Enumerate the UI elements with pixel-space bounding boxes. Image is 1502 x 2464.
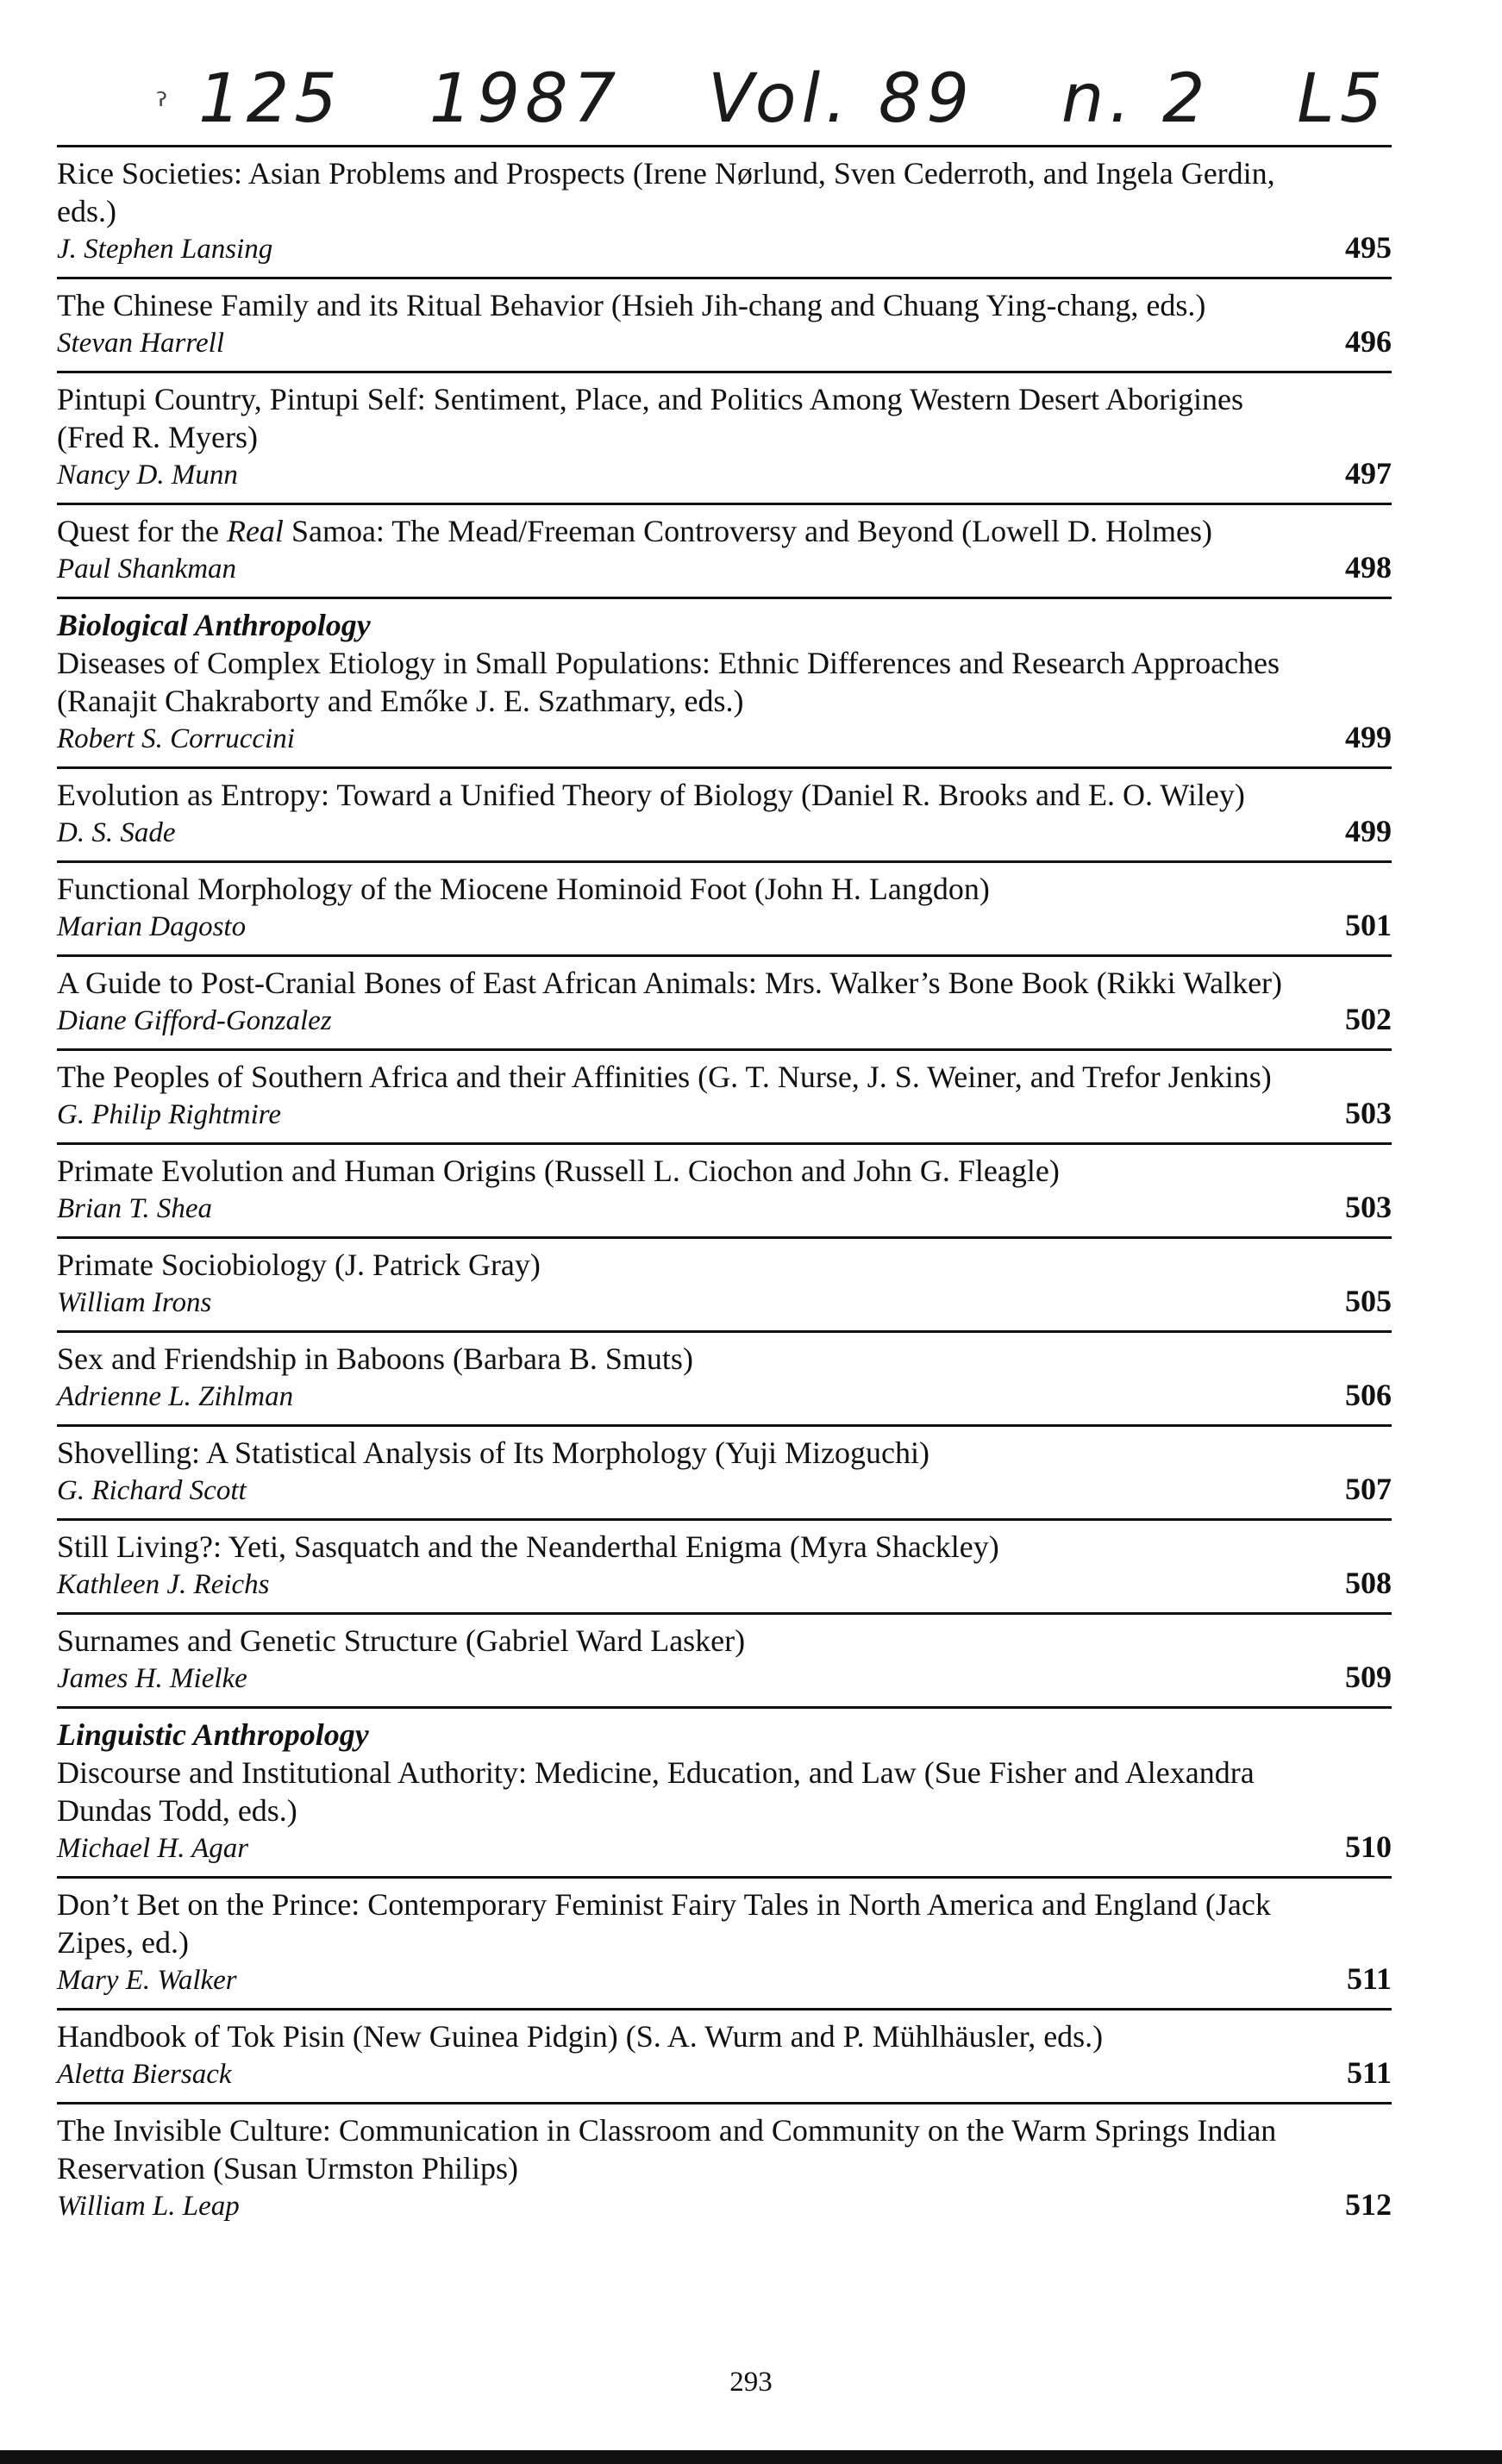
title-italic-word: Real	[226, 514, 284, 548]
reviewer-name: Stevan Harrell	[57, 328, 224, 359]
handwritten-part: n. 2	[1061, 60, 1211, 138]
reviewer-name: Aletta Biersack	[57, 2059, 232, 2090]
review-entry	[57, 147, 1392, 279]
scan-edge-bar	[0, 2450, 1502, 2464]
page-number: 510	[1345, 1829, 1392, 1864]
book-title: Diseases of Complex Etiology in Small Populations: Ethnic Differences and Research Approaches (Ranajit Chakraborty and Emőke J. E. Szathmary, eds.)	[57, 646, 1280, 718]
book-title: Pintupi Country, Pintupi Self: Sentiment, Place, and Politics Among Western Desert Aborigines (Fred R. Myers)	[57, 382, 1244, 454]
page-number: 511	[1346, 2055, 1392, 2090]
page-number: 495	[1345, 230, 1392, 265]
title-prefix: Quest for the	[57, 514, 227, 548]
reviewer-name: G. Richard Scott	[57, 1475, 247, 1506]
page-number: 507	[1345, 1472, 1392, 1506]
review-entry	[57, 1239, 1392, 1333]
handwritten-part: Vol. 89	[708, 60, 975, 138]
book-title: Still Living?: Yeti, Sasquatch and the Neanderthal Enigma (Myra Shackley)	[57, 1529, 999, 1564]
review-entry	[57, 1333, 1392, 1427]
page-number: 497	[1345, 456, 1392, 491]
handwritten-part: 1987	[429, 60, 622, 138]
review-entry	[57, 1145, 1392, 1239]
section-heading: Linguistic Anthropology	[57, 1717, 369, 1752]
book-title: Shovelling: A Statistical Analysis of Its Morphology (Yuji Mizoguchi)	[57, 1435, 929, 1470]
reviewer-name: Mary E. Walker	[57, 1965, 237, 1996]
reviewer-name: J. Stephen Lansing	[57, 234, 273, 265]
book-title: The Invisible Culture: Communication in Classroom and Community on the Warm Springs Indian Reservation (Susan Urmston Philips)	[57, 2113, 1277, 2186]
book-title: The Peoples of Southern Africa and their Affinities (G. T. Nurse, J. S. Weiner, and Trefor Jenkins)	[57, 1060, 1272, 1094]
review-entry	[57, 505, 1392, 599]
page-number: 501	[1345, 908, 1392, 942]
reviewer-name: G. Philip Rightmire	[57, 1099, 282, 1130]
review-entry	[57, 863, 1392, 957]
title-rest: Samoa: The Mead/Freeman Controversy and Beyond (Lowell D. Holmes)	[283, 514, 1213, 548]
reviewer-name: Marian Dagosto	[57, 911, 247, 942]
page-number: 503	[1345, 1096, 1392, 1130]
reviewer-name: Adrienne L. Zihlman	[57, 1381, 294, 1412]
stray-pen-mark: ˀ	[155, 86, 168, 126]
book-title: Evolution as Entropy: Toward a Unified Theory of Biology (Daniel R. Brooks and E. O. Wiley)	[57, 778, 1245, 812]
book-title: Rice Societies: Asian Problems and Prospects (Irene Nørlund, Sven Cederroth, and Ingela Gerdin, eds.)	[57, 156, 1275, 228]
handwritten-call-number	[198, 60, 1405, 155]
book-title: The Chinese Family and its Ritual Behavior (Hsieh Jih-chang and Chuang Ying-chang, eds.)	[57, 288, 1206, 322]
reviewer-name: Kathleen J. Reichs	[57, 1569, 270, 1600]
reviewer-name: Brian T. Shea	[57, 1193, 212, 1224]
page-number: 499	[1345, 814, 1392, 848]
reviewer-name: Nancy D. Munn	[57, 460, 238, 491]
section-heading: Biological Anthropology	[57, 608, 371, 642]
page-number: 509	[1345, 1660, 1392, 1694]
page-number: 499	[1345, 720, 1392, 754]
reviewer-name: Michael H. Agar	[57, 1833, 249, 1864]
book-title: Primate Sociobiology (J. Patrick Gray)	[57, 1248, 541, 1282]
reviewer-name: Robert S. Corruccini	[57, 723, 295, 754]
page-number: 511	[1346, 1961, 1392, 1996]
page-number: 512	[1345, 2187, 1392, 2222]
book-title: Functional Morphology of the Miocene Hominoid Foot (John H. Langdon)	[57, 872, 990, 906]
book-title	[57, 512, 1288, 550]
review-entry	[57, 1709, 1392, 1879]
reviewer-name: William Irons	[57, 1287, 212, 1318]
page-number: 508	[1345, 1566, 1392, 1600]
review-entry	[57, 599, 1392, 769]
review-entry	[57, 1427, 1392, 1521]
reviewer-name: D. S. Sade	[57, 817, 176, 848]
page-number: 503	[1345, 1190, 1392, 1224]
review-listing	[57, 145, 1392, 2234]
page-number: 498	[1345, 550, 1392, 585]
page-number: 502	[1345, 1002, 1392, 1036]
reviewer-name: Paul Shankman	[57, 553, 237, 585]
page-number: 506	[1345, 1378, 1392, 1412]
page-number: 505	[1345, 1284, 1392, 1318]
page-number: 496	[1345, 324, 1392, 359]
page-folio: 293	[729, 2367, 773, 2398]
book-title: Primate Evolution and Human Origins (Russell L. Ciochon and John G. Fleagle)	[57, 1154, 1060, 1188]
book-title: Sex and Friendship in Baboons (Barbara B. Smuts)	[57, 1341, 693, 1376]
review-entry	[57, 1615, 1392, 1709]
review-entry	[57, 1879, 1392, 2011]
book-title: A Guide to Post-Cranial Bones of East African Animals: Mrs. Walker’s Bone Book (Rikki Walker)	[57, 966, 1283, 1000]
book-title: Surnames and Genetic Structure (Gabriel Ward Lasker)	[57, 1623, 746, 1658]
review-entry	[57, 769, 1392, 863]
book-title: Discourse and Institutional Authority: Medicine, Education, and Law (Sue Fisher and Alexandra Dundas Todd, eds.)	[57, 1755, 1255, 1828]
review-entry	[57, 373, 1392, 505]
review-entry	[57, 279, 1392, 373]
book-title: Don’t Bet on the Prince: Contemporary Feminist Fairy Tales in North America and England (Jack Zipes, ed.)	[57, 1887, 1271, 1960]
review-entry	[57, 2011, 1392, 2104]
review-entry	[57, 2104, 1392, 2234]
book-title: Handbook of Tok Pisin (New Guinea Pidgin) (S. A. Wurm and P. Mühlhäusler, eds.)	[57, 2019, 1104, 2054]
handwritten-part: L5	[1297, 60, 1388, 138]
review-entry	[57, 1521, 1392, 1615]
handwritten-part: 125	[198, 60, 342, 138]
reviewer-name: William L. Leap	[57, 2191, 240, 2222]
reviewer-name: Diane Gifford-Gonzalez	[57, 1005, 332, 1036]
review-entry	[57, 957, 1392, 1051]
review-entry	[57, 1051, 1392, 1145]
reviewer-name: James H. Mielke	[57, 1663, 247, 1694]
